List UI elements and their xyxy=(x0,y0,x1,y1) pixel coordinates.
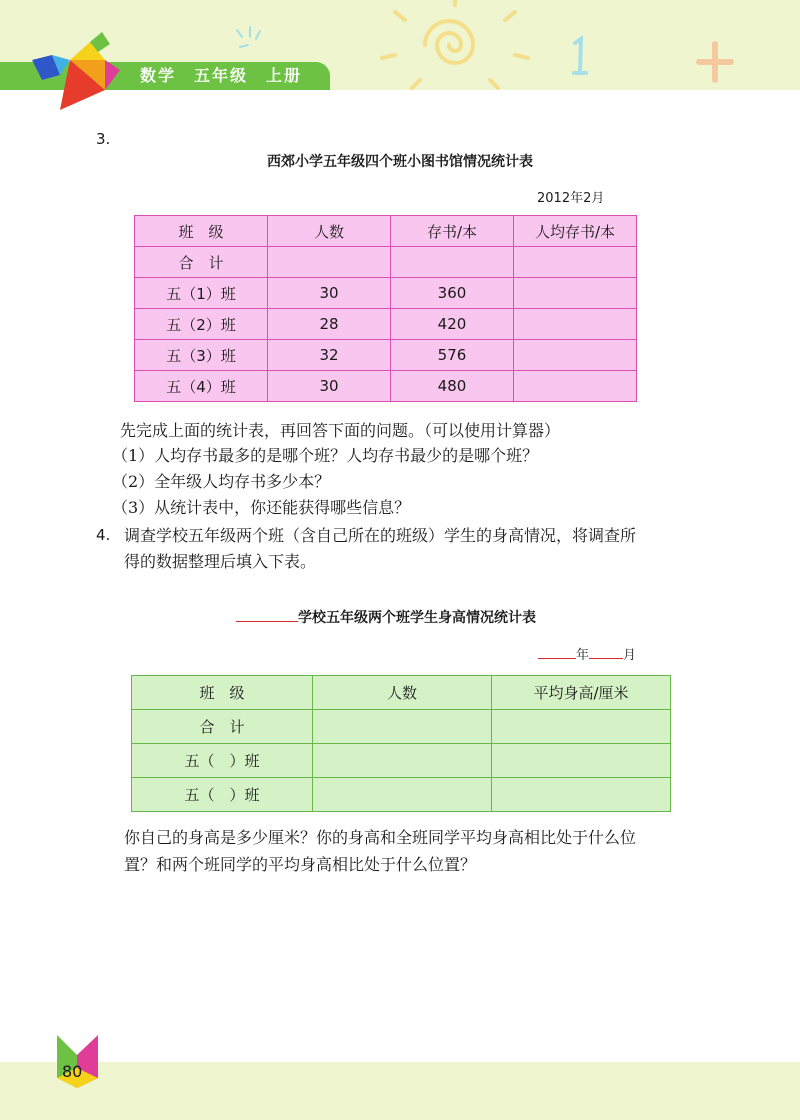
table-cell xyxy=(514,340,637,371)
table-row xyxy=(135,371,637,402)
table-cell xyxy=(492,778,671,812)
column-header: 人数 xyxy=(313,676,492,710)
column-header: 班 级 xyxy=(132,676,313,710)
table-cell xyxy=(391,247,514,278)
table-cell: 五（1）班 xyxy=(135,278,268,309)
table-cell: 30 xyxy=(268,278,391,309)
table-header-row xyxy=(132,676,671,710)
q4-table-title-row xyxy=(236,607,536,627)
table-cell xyxy=(492,744,671,778)
table-cell: 合 计 xyxy=(132,710,313,744)
column-header: 人数 xyxy=(268,216,391,247)
table-row xyxy=(132,778,671,812)
table-row xyxy=(132,744,671,778)
table-cell: 五（ ）班 xyxy=(132,778,313,812)
q3-question-1: （1）人均存书最多的是哪个班？人均存书最少的是哪个班？ xyxy=(112,446,539,465)
year-label: 年 xyxy=(576,648,590,663)
q4-text-line-2: 得的数据整理后填入下表。 xyxy=(124,552,317,571)
footer-band xyxy=(0,1062,800,1120)
school-name-blank[interactable] xyxy=(236,621,298,622)
table-cell: 420 xyxy=(391,309,514,340)
question-3-number: 3. xyxy=(96,130,111,148)
sun-decoration-icon xyxy=(380,0,530,90)
table-cell: 28 xyxy=(268,309,391,340)
page-number: 80 xyxy=(62,1062,83,1081)
tangram-logo-icon xyxy=(30,30,125,115)
q4-followup-line-2: 置？和两个班同学的平均身高相比处于什么位置？ xyxy=(124,855,477,874)
table-cell: 32 xyxy=(268,340,391,371)
table-cell xyxy=(268,247,391,278)
page-badge-icon xyxy=(55,1030,100,1090)
table-row xyxy=(135,247,637,278)
table-cell: 五（4）班 xyxy=(135,371,268,402)
column-header: 班 级 xyxy=(135,216,268,247)
table-cell xyxy=(313,778,492,812)
q4-text-line-1: 调查学校五年级两个班（含自己所在的班级）学生的身高情况，将调查所 xyxy=(124,526,637,545)
table-cell xyxy=(313,744,492,778)
book-title: 数学 五年级 上册 xyxy=(140,66,303,85)
table-row xyxy=(135,309,637,340)
table-cell xyxy=(492,710,671,744)
table-cell: 360 xyxy=(391,278,514,309)
library-stat-table xyxy=(134,215,637,402)
q4-table-title: 学校五年级两个班学生身高情况统计表 xyxy=(298,610,536,626)
table-header-row xyxy=(135,216,637,247)
q3-table-title: 西郊小学五年级四个班小图书馆情况统计表 xyxy=(267,154,533,170)
table-cell: 五（ ）班 xyxy=(132,744,313,778)
q3-question-2: （2）全年级人均存书多少本？ xyxy=(112,472,331,491)
table-cell: 30 xyxy=(268,371,391,402)
q3-table-date: 2012年2月 xyxy=(537,191,605,206)
table-row xyxy=(135,340,637,371)
table-cell xyxy=(514,309,637,340)
table-row xyxy=(135,278,637,309)
column-header: 人均存书/本 xyxy=(514,216,637,247)
column-header: 存书/本 xyxy=(391,216,514,247)
column-header: 平均身高/厘米 xyxy=(492,676,671,710)
q4-date-row xyxy=(538,644,636,663)
table-cell: 480 xyxy=(391,371,514,402)
number-one-decoration-icon xyxy=(565,35,595,80)
height-stat-table xyxy=(131,675,671,812)
table-cell: 五（2）班 xyxy=(135,309,268,340)
table-cell xyxy=(514,247,637,278)
plus-decoration-icon xyxy=(695,40,735,85)
table-cell: 576 xyxy=(391,340,514,371)
month-blank[interactable] xyxy=(589,658,623,659)
q4-followup-line-1: 你自己的身高是多少厘米？你的身高和全班同学平均身高相比处于什么位 xyxy=(124,828,637,847)
table-cell xyxy=(313,710,492,744)
table-row xyxy=(132,710,671,744)
year-blank[interactable] xyxy=(538,658,576,659)
table-cell: 五（3）班 xyxy=(135,340,268,371)
table-cell xyxy=(514,278,637,309)
table-cell xyxy=(514,371,637,402)
month-label: 月 xyxy=(623,648,637,663)
q3-question-3: （3）从统计表中，你还能获得哪些信息？ xyxy=(112,498,411,517)
question-4-number: 4. xyxy=(96,526,111,544)
table-cell: 合 计 xyxy=(135,247,268,278)
q3-intro: 先完成上面的统计表，再回答下面的问题。（可以使用计算器） xyxy=(120,421,561,440)
sparkle-decoration-icon xyxy=(232,25,272,55)
